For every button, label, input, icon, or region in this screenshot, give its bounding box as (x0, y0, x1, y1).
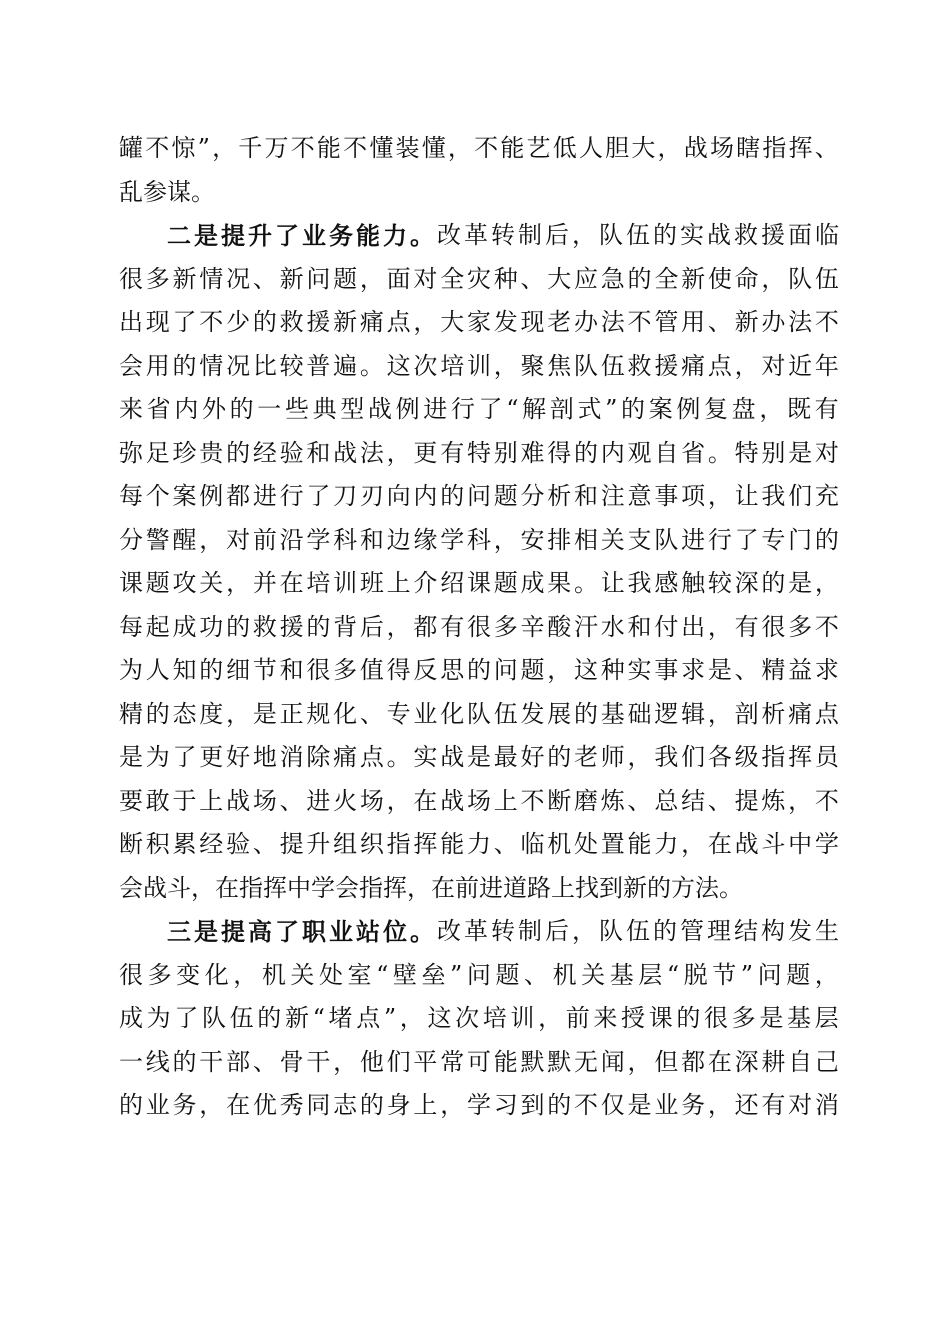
text-line: 为 人 知 的 细 节 和 很 多 值 得 反 思 的 问 题 ， 这 种 实 事 求 是 、 精 益 求 (119, 656, 839, 684)
text-line: 每 起 成 功 的 救 援 的 背 后 ， 都 有 很 多 辛 酸 汗 水 和 付 出 ， 有 很 多 不 (119, 612, 839, 641)
text-line: 来 省 内 外 的 一 些 典 型 战 例 进 行 了 “ 解 剖 式 ” 的 案 例 复 盘 ， 既 有 (119, 395, 839, 423)
text-line: 会 战 斗 ， 在 指 挥 中 学 会 指 挥 ， 在 前 进 道 路 上 找 到 新 的 方 法 。 (119, 873, 743, 902)
text-line: 要 敢 于 上 战 场 、 进 火 场 ， 在 战 场 上 不 断 磨 炼 、 总 结 、 提 炼 ， 不 (119, 786, 839, 815)
text-line: 成 为 了 队 伍 的 新 “ 堵 点 ” ， 这 次 培 训 ， 前 来 授 课 的 很 多 是 基 层 (119, 1004, 839, 1032)
body-text (119, 127, 839, 1128)
text-line: 会 用 的 情 况 比 较 普 遍 。 这 次 培 训 ， 聚 焦 队 伍 救 援 痛 点 ， 对 近 年 (119, 351, 839, 380)
text-line: 分 警 醒 ， 对 前 沿 学 科 和 边 缘 学 科 ， 安 排 相 关 支 队 进 行 了 专 门 的 (119, 525, 839, 554)
text-line: 的 业 务 ， 在 优 秀 同 志 的 身 上 ， 学 习 到 的 不 仅 是 业 务 ， 还 有 对 消 (119, 1091, 839, 1119)
text-line: 二 是 提 升 了 业 务 能 力 。 改 革 转 制 后 ， 队 伍 的 实 战 救 援 面 临 (167, 221, 839, 250)
text-line: 三 是 提 高 了 职 业 站 位 。 改 革 转 制 后 ， 队 伍 的 管 理 结 构 发 生 (167, 917, 839, 946)
text-line: 弥 足 珍 贵 的 经 验 和 战 法 ， 更 有 特 别 难 得 的 内 观 自 省 。 特 别 是 对 (119, 438, 839, 467)
text-line: 课 题 攻 关 ， 并 在 培 训 班 上 介 绍 课 题 成 果 。 让 我 感 触 较 深 的 是 ， (119, 569, 839, 597)
text-line: 一 线 的 干 部 、 骨 干 ， 他 们 平 常 可 能 默 默 无 闻 ， 但 都 在 深 耕 自 己 (119, 1047, 839, 1076)
text-line: 断 积 累 经 验 、 提 升 组 织 指 挥 能 力 、 临 机 处 置 能 力 ， 在 战 斗 中 学 (119, 830, 839, 858)
text-line: 出 现 了 不 少 的 救 援 新 痛 点 ， 大 家 发 现 老 办 法 不 管 用 、 新 办 法 不 (119, 308, 839, 336)
text-line: 精 的 态 度 ， 是 正 规 化 、 专 业 化 队 伍 发 展 的 基 础 逻 辑 ， 剖 析 痛 点 (119, 699, 839, 728)
text-line: 每 个 案 例 都 进 行 了 刀 刃 向 内 的 问 题 分 析 和 注 意 事 项 ， 让 我 们 充 (119, 482, 839, 510)
text-line: 乱 参 谋 。 (119, 177, 215, 206)
text-line: 是 为 了 更 好 地 消 除 痛 点 。 实 战 是 最 好 的 老 师 ， 我 们 各 级 指 挥 员 (119, 743, 839, 771)
text-line: 罐 不 惊 ” ， 千 万 不 能 不 懂 装 懂 ， 不 能 艺 低 人 胆 大 ， 战 场 瞎 指 挥 、 (119, 134, 839, 162)
text-line: 很 多 新 情 况 、 新 问 题 ， 面 对 全 灾 种 、 大 应 急 的 全 新 使 命 ， 队 伍 (119, 264, 839, 293)
text-line: 很 多 变 化 ， 机 关 处 室 “ 壁 垒 ” 问 题 、 机 关 基 层 “ 脱 节 ” 问 题 ， (119, 960, 839, 989)
